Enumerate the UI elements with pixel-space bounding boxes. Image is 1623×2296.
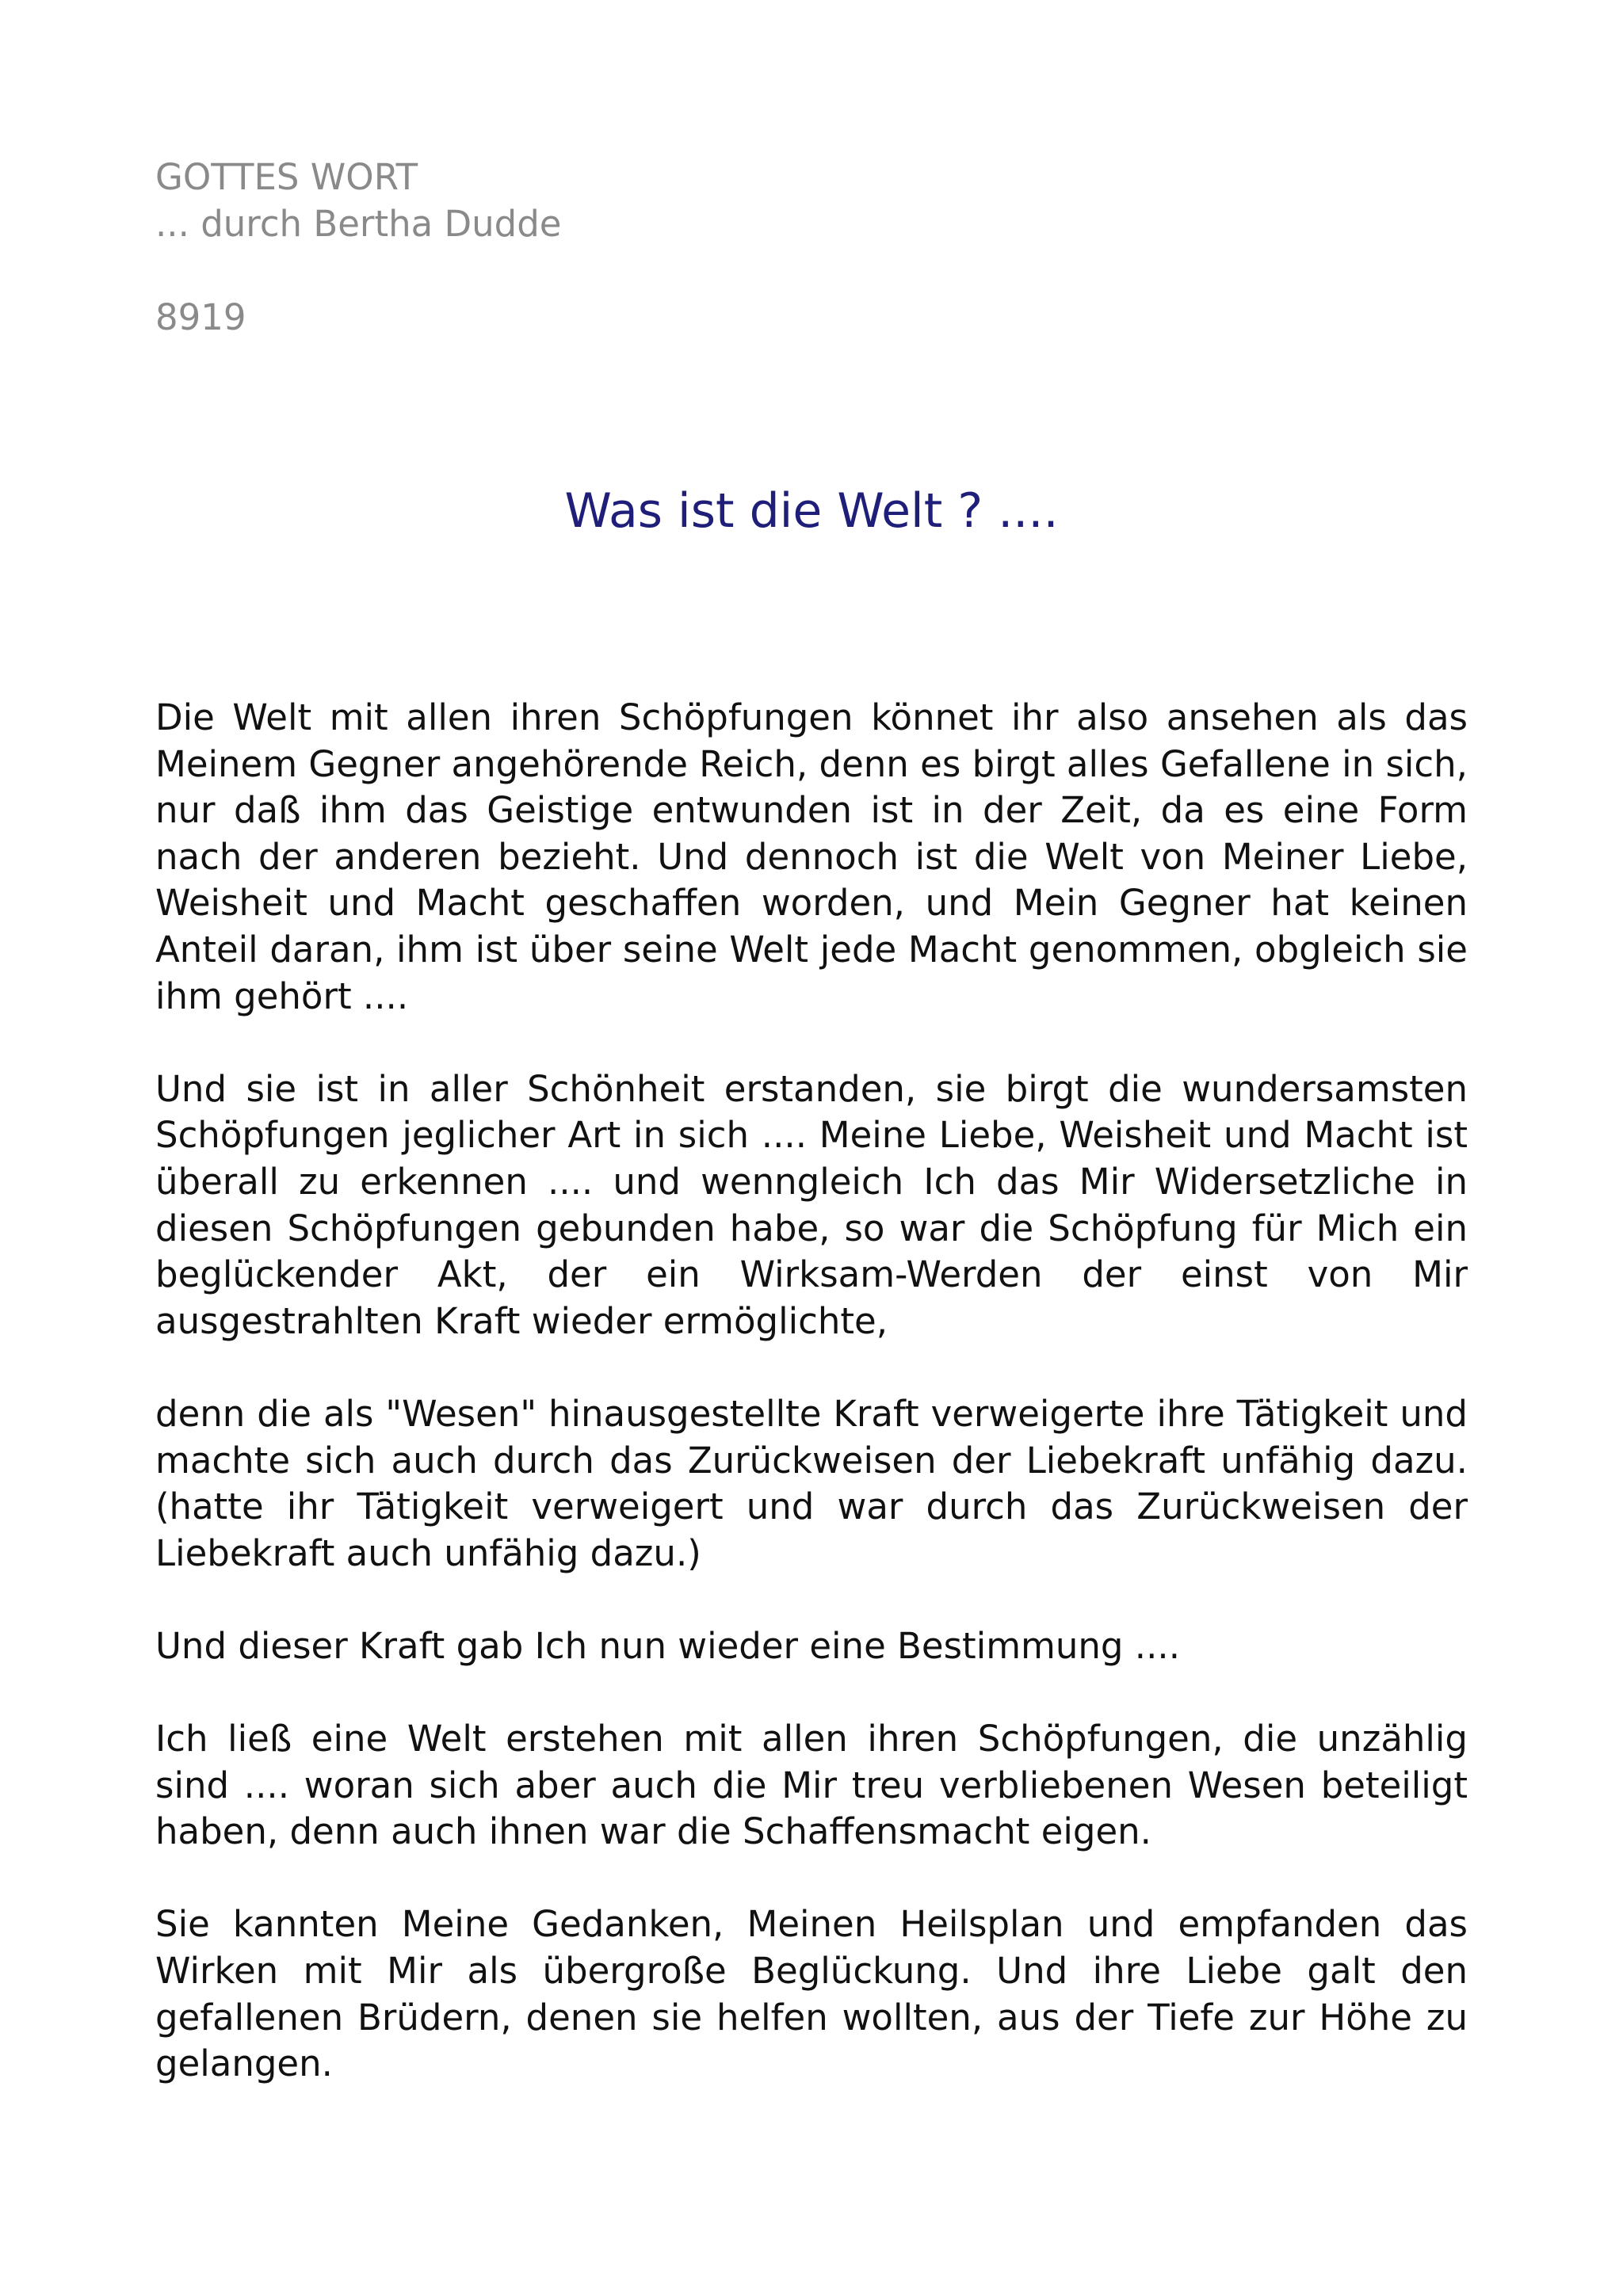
paragraph: Ich ließ eine Welt erstehen mit allen ihren Schöpfungen, die unzählig sind .... woran sich aber auch die Mir treu verbliebenen Wesen beteiligt haben, denn auch ihnen war die Schaffensmacht eigen. xyxy=(155,1718,1468,1853)
page-title: Was ist die Welt ? .... xyxy=(564,483,1059,539)
paragraph: Sie kannten Meine Gedanken, Meinen Heilsplan und empfanden das Wirken mit Mir als übergroße Beglückung. Und ihre Liebe galt den gefallenen Brüdern, denen sie helfen wollten, aus der Tiefe zur Höhe zu gelangen. xyxy=(155,1903,1468,2085)
message-number: 8919 xyxy=(155,296,246,338)
header-author: ... durch Bertha Dudde xyxy=(155,203,562,245)
document-header xyxy=(155,154,561,341)
paragraph: denn die als "Wesen" hinausgestellte Kraft verweigerte ihre Tätigkeit und machte sich auch durch das Zurückweisen der Liebekraft unfähig dazu. (hatte ihr Tätigkeit verweigert und war durch das Zurückweisen der Liebekraft auch unfähig dazu.) xyxy=(155,1392,1468,1574)
paragraph: Und dieser Kraft gab Ich nun wieder eine Bestimmung .... xyxy=(155,1624,1181,1667)
document-body xyxy=(155,695,1468,2134)
paragraph: Und sie ist in aller Schönheit erstanden, sie birgt die wundersamsten Schöpfungen jeglicher Art in sich .... Meine Liebe, Weisheit und Macht ist überall zu erkennen .... und wenngleich Ich das Mir Widersetzliche in diesen Schöpfungen gebunden habe, so war die Schöpfung für Mich ein beglückender Akt, der ein Wirksam-Werden der einst von Mir ausgestrahlten Kraft wieder ermöglichte, xyxy=(155,1067,1468,1342)
header-title: GOTTES WORT xyxy=(155,156,418,198)
paragraph: Die Welt mit allen ihren Schöpfungen könnet ihr also ansehen als das Meinem Gegner angehörende Reich, denn es birgt alles Gefallene in sich, nur daß ihm das Geistige entwunden ist in der Zeit, da es eine Form nach der anderen bezieht. Und dennoch ist die Welt von Meiner Liebe, Weisheit und Macht geschaffen worden, und Mein Gegner hat keinen Anteil daran, ihm ist über seine Welt jede Macht genommen, obgleich sie ihm gehört .... xyxy=(155,696,1468,1017)
